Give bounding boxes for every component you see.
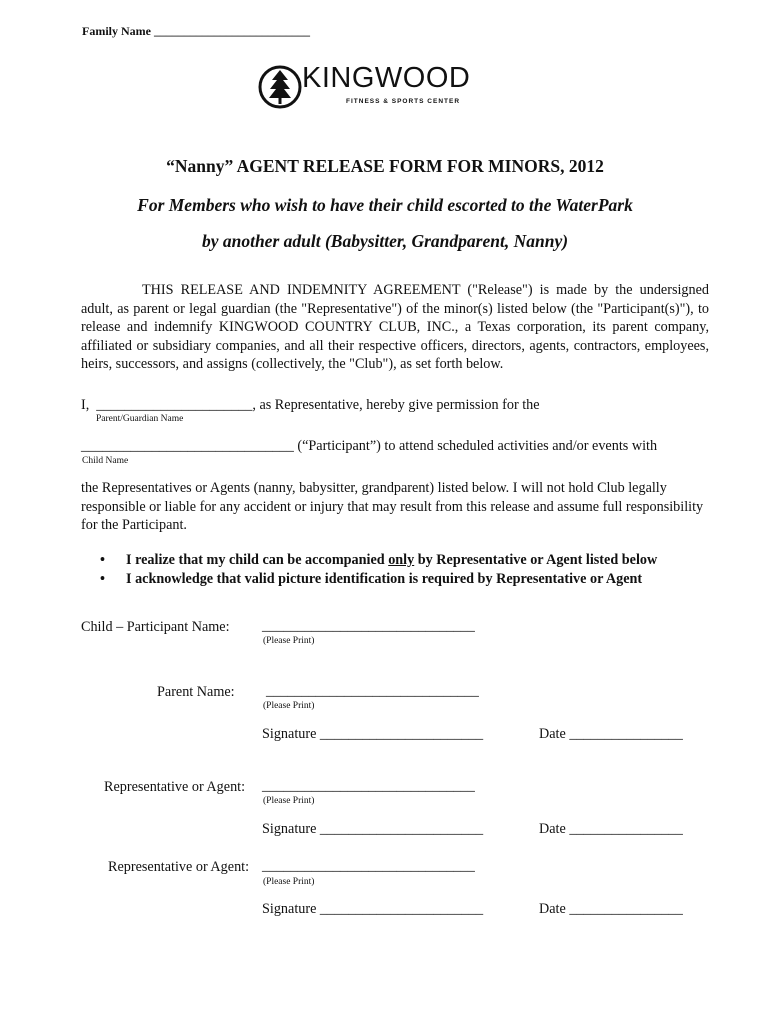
- parent-date-input[interactable]: ________________: [569, 726, 683, 742]
- representative-2-date-row: [539, 901, 683, 918]
- form-subtitle-1: For Members who wish to have their child escorted to the WaterPark: [137, 195, 633, 215]
- please-print-caption: (Please Print): [263, 877, 315, 887]
- parent-guardian-name-blank[interactable]: ______________________: [96, 397, 253, 413]
- child-participant-label: Child – Participant Name:: [81, 619, 230, 635]
- logo-brand-text: KINGWOOD: [302, 62, 471, 94]
- form-title: “Nanny” AGENT RELEASE FORM FOR MINORS, 2012: [166, 156, 604, 176]
- please-print-caption: (Please Print): [263, 636, 315, 646]
- child-participant-name-input[interactable]: ______________________________: [262, 618, 475, 634]
- bullet-2-text: I acknowledge that valid picture identification is required by Representative or Agent: [126, 571, 643, 587]
- signature-label: Signature: [262, 821, 317, 837]
- release-intro-text: THIS RELEASE AND INDEMNITY AGREEMENT ("Release") is made by the undersigned adult, as parent or legal guardian (the "Representative") of the minor(s) listed below (the "Participant(s)"), to release and indemnify KINGWOOD COUNTRY CLUB, INC., a Texas corporation, its parent company, affiliated or subsidiary companies, and all their respective officers, directors, agents, contractors, employees, heirs, successors, and assigns (collectively, the "Club"), as set forth below.: [81, 282, 709, 372]
- please-print-caption: (Please Print): [263, 701, 315, 711]
- representative-2-signature-row: [262, 901, 483, 918]
- date-label: Date: [539, 726, 566, 742]
- representative-1-name-input[interactable]: ______________________________: [262, 778, 475, 794]
- bullet-1-only: only: [388, 552, 415, 568]
- bullet-icon: •: [100, 552, 105, 568]
- list-item: [100, 570, 657, 589]
- parent-name-input[interactable]: ______________________________: [266, 683, 479, 699]
- date-label: Date: [539, 901, 566, 917]
- form-subtitle-2: by another adult (Babysitter, Grandparent, Nanny): [201, 231, 569, 251]
- signature-label: Signature: [262, 726, 317, 742]
- child-name-blank[interactable]: ______________________________: [81, 438, 294, 454]
- release-intro-paragraph: [81, 281, 709, 374]
- logo-tagline-text: FITNESS & SPORTS CENTER: [346, 98, 461, 105]
- bullet-1-text-post: by Representative or Agent listed below: [414, 552, 658, 568]
- representative-1-date-input[interactable]: ________________: [569, 821, 683, 837]
- parent-signature-row: [262, 726, 483, 743]
- representative-1-signature-input[interactable]: _______________________: [319, 821, 484, 837]
- child-name-caption: Child Name: [82, 456, 129, 466]
- family-name-label: Family Name: [82, 24, 151, 38]
- representative-1-label: Representative or Agent:: [104, 779, 246, 795]
- permission-i: I,: [81, 397, 90, 413]
- permission-line-1-text: , as Representative, hereby give permission for the: [252, 397, 540, 413]
- family-name-blank[interactable]: __________________________: [153, 24, 310, 38]
- representative-2-date-input[interactable]: ________________: [569, 901, 683, 917]
- parent-guardian-caption: Parent/Guardian Name: [96, 414, 184, 424]
- representative-1-signature-row: [262, 821, 483, 838]
- representative-2-name-input[interactable]: ______________________________: [262, 858, 475, 874]
- signature-label: Signature: [262, 901, 317, 917]
- bullet-1-text-pre: I realize that my child can be accompanied: [126, 552, 389, 568]
- representative-2-label: Representative or Agent:: [108, 859, 250, 875]
- parent-name-label: Parent Name:: [157, 684, 235, 700]
- permission-line-2-text: (“Participant”) to attend scheduled activities and/or events with: [297, 438, 658, 454]
- please-print-caption: (Please Print): [263, 796, 315, 806]
- list-item: [100, 551, 657, 570]
- date-label: Date: [539, 821, 566, 837]
- tree-emblem-icon: [260, 67, 300, 107]
- representative-2-signature-input[interactable]: _______________________: [319, 901, 484, 917]
- representative-1-date-row: [539, 821, 683, 838]
- parent-signature-input[interactable]: _______________________: [319, 726, 484, 742]
- permission-line-1: [81, 397, 540, 414]
- bullet-icon: •: [100, 571, 105, 587]
- family-name-field: [82, 24, 310, 39]
- kingwood-logo: [258, 52, 480, 118]
- permission-line-2: [81, 438, 657, 455]
- parent-date-row: [539, 726, 683, 743]
- permission-body: the Representatives or Agents (nanny, babysitter, grandparent) listed below. I will not hold Club legally responsible or liable for any accident or injury that may result from this release and assume full responsibility for the Participant.: [81, 480, 704, 533]
- acknowledgement-list: [100, 551, 657, 589]
